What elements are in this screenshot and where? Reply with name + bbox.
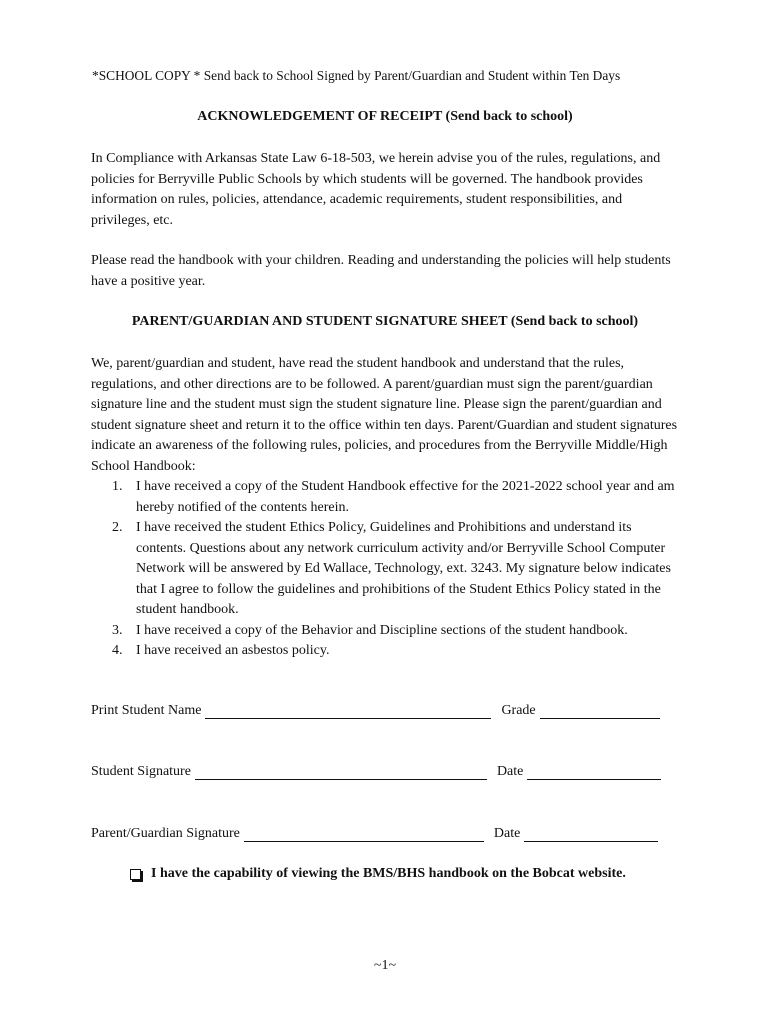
list-item-number: 2. xyxy=(112,520,123,535)
handbook-access-statement: I have the capability of viewing the BMS/BHS handbook on the Bobcat website. xyxy=(151,866,626,881)
student-date-field[interactable] xyxy=(527,765,661,780)
page-number: ~1~ xyxy=(373,958,397,973)
signature-sheet-title: PARENT/GUARDIAN AND STUDENT SIGNATURE SHEET (Send back to school) xyxy=(131,314,639,329)
parent-date-field[interactable] xyxy=(524,827,658,842)
student-name-field[interactable] xyxy=(205,704,491,719)
list-item-text: I have received the student Ethics Policy, Guidelines and Prohibitions and understand its contents. Questions about any network curriculum activity and/or Berryville School Computer Network will be answered by Ed Wallace, Technology, ext. 3243. My signature below indicates that I agree to follow the guidelines and prohibitions of the Student Ethics Policy stated in the student handbook. xyxy=(136,520,671,617)
acknowledgement-list xyxy=(108,477,683,662)
list-item-number: 3. xyxy=(112,622,123,638)
compliance-paragraph: In Compliance with Arkansas State Law 6-18-503, we herein advise you of the rules, regulations, and policies for Berryville Public Schools by which students will be governed. The handbook provides information on rules, policies, attendance, academic requirements, student responsibilities, and privileges, etc. xyxy=(91,151,661,228)
grade-field[interactable] xyxy=(540,704,660,719)
signature-sheet-intro: We, parent/guardian and student, have read the student handbook and understand that the rules, regulations, and other directions are to be followed. A parent/guardian must sign the parent/guardian signature line and the student must sign the student signature line. Please sign the parent/guardian and student signature sheet and return it to the office within ten days. Parent/Guardian and student signatures indicate an awareness of the following rules, policies, and procedures from the Berryville Middle/High School Handbook: xyxy=(91,356,678,474)
list-item xyxy=(108,477,683,518)
parent-signature-field[interactable] xyxy=(244,827,484,842)
student-name-row xyxy=(91,703,673,719)
list-item-number: 1. xyxy=(112,479,123,494)
handbook-access-checkbox-row[interactable] xyxy=(130,866,626,882)
list-item xyxy=(108,621,683,642)
grade-label: Grade xyxy=(501,703,536,718)
parent-signature-label: Parent/Guardian Signature xyxy=(91,826,240,841)
parent-signature-row xyxy=(91,826,673,842)
acknowledgement-title: ACKNOWLEDGEMENT OF RECEIPT (Send back to school) xyxy=(197,109,573,124)
list-item xyxy=(108,641,683,662)
list-item-text: I have received a copy of the Student Handbook effective for the 2021-2022 school year and am hereby notified of the contents herein. xyxy=(136,479,675,515)
read-handbook-paragraph: Please read the handbook with your children. Reading and understanding the policies will help students have a positive year. xyxy=(91,253,671,289)
student-signature-label: Student Signature xyxy=(91,764,191,779)
list-item-text: I have received an asbestos policy. xyxy=(136,643,330,658)
student-name-label: Print Student Name xyxy=(91,703,202,718)
list-item-text: I have received a copy of the Behavior and Discipline sections of the student handbook. xyxy=(136,622,628,638)
student-signature-field[interactable] xyxy=(195,765,487,780)
student-date-label: Date xyxy=(496,764,524,779)
school-copy-note: *SCHOOL COPY * Send back to School Signed by Parent/Guardian and Student within Ten Days xyxy=(92,68,621,83)
checkbox-icon[interactable] xyxy=(130,869,141,880)
student-signature-row xyxy=(91,764,673,780)
list-item xyxy=(108,518,683,621)
list-item-number: 4. xyxy=(112,643,123,658)
parent-date-label: Date xyxy=(493,826,521,841)
